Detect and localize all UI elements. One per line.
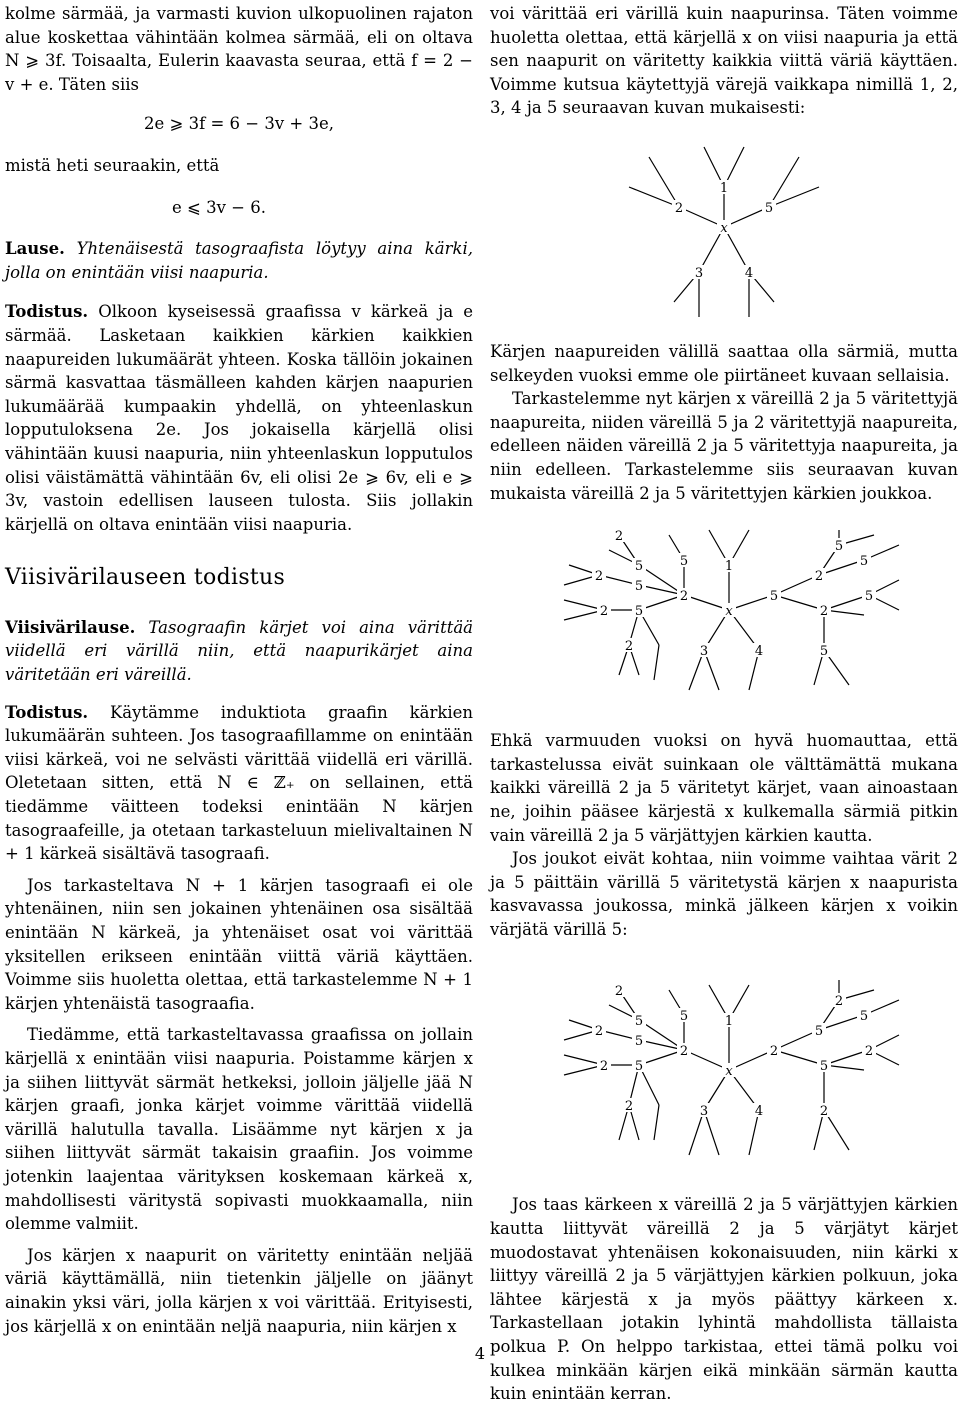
vertex-label: 3: [699, 1104, 709, 1120]
paragraph: Jos tarkasteltava N + 1 kärjen tasograafi ei ole yhtenäinen, niin sen jokainen yhtenäinen osa sisältää enintään N kärkeä, ja yhtenäiset osat voi värittää yksitellen erikseen enintään viittä väriä käyttäen. Voimme siis huoletta olettaa, että tarkastelemme N + 1 kärjen yhtenäistä tasograafia.: [5, 875, 473, 1013]
right-column: [490, 0, 958, 1406]
vertex-label: 5: [634, 1059, 644, 1075]
vertex-label: 2: [599, 1059, 609, 1075]
figure-neighbors: [604, 132, 844, 332]
vertex-label: 2: [769, 1044, 779, 1060]
vertex-4: 4: [744, 265, 754, 281]
paragraph: Ehkä varmuuden vuoksi on hyvä huomauttaa, että tarkastelussa eivät suinkaan ole välttämättä mukana kaikki väreillä 2 ja 5 väritetyt kärjet, vaan ainoastaan ne, joihin pääsee kärjestä x kulkemalla särmiä pitkin vain väreillä 2 ja 5 värjättyjen kärkien kautta.: [490, 731, 958, 845]
paragraph: Jos joukot eivät kohtaa, niin voimme vaihtaa värit 2 ja 5 päittäin värillä 5 väritetystä kärjen x naapurista kasvavassa joukossa, minkä jälkeen kärjen x voikin värjätä värillä 5:: [490, 849, 958, 939]
vertex-label: 5: [864, 589, 874, 605]
section-title: Viisivärilauseen todistus: [5, 565, 286, 591]
vertex-label: 2: [814, 569, 824, 585]
paragraph: Jos kärjen x naapurit on väritetty enintään neljää väriä käyttämällä, niin tietenkin jäljelle on jäänyt ainakin yksi väri, jolla kärjen x voi värittää. Erityisesti, jos kärjellä x on enintään neljä naapuria, niin kärjen x: [5, 1245, 473, 1336]
paragraph: mistä heti seuraakin, että: [5, 155, 220, 175]
vertex-label: 2: [834, 994, 844, 1010]
vertex-label: 4: [754, 644, 764, 660]
vertex-label: 2: [614, 984, 624, 1000]
proof-label: Todistus.: [5, 302, 89, 322]
equation: e ⩽ 3v − 6.: [172, 197, 266, 217]
proof-label: Todistus.: [5, 702, 89, 722]
vertex-1: 1: [724, 1014, 734, 1030]
proof-text: Käytämme induktiota graafin kärkien lukumäärän suhteen. Jos tasograafillamme on enintään viisi kärkeä, voi ne selvästi värittää viidellä eri värillä. Oletetaan sitten, että N ∈ ℤ₊ on sellainen, että tiedämme väitteen todeksi enintään N kärjen tasograafeille, ja otetaan tarkasteluun mielivaltainen N + 1 kärkeä sisältävä tasograafi.: [5, 702, 473, 864]
vertex-label: 5: [859, 1009, 869, 1025]
vertex-label: 2: [819, 1104, 829, 1120]
vertex-label: 2: [599, 604, 609, 620]
vertex-label: 2: [679, 589, 689, 605]
vertex-x: x: [725, 1064, 733, 1080]
vertex-label: 2: [864, 1044, 874, 1060]
lemma-text: Yhtenäisestä tasograafista löytyy aina kärki, jolla on enintään viisi naapuria.: [5, 239, 473, 282]
vertex-label: 5: [634, 1034, 644, 1050]
vertex-label: 5: [819, 644, 829, 660]
paragraph: Tiedämme, että tarkasteltavassa graafissa on jollain kärjellä x enintään viisi naapuria. Poistamme kärjen x ja siihen liittyvät särmät hetkeksi, jolloin jäljelle jää N kärjen graafi, jonka kärjet voimme värittää viidellä värillä halutulla tavalla. Lisäämme nyt kärjen x ja siihen liittyvät särmät takaisin graafiin. Jos voimme jotenkin laajentaa värityksen koskemaan kärkeä x, mahdollisesti väritystä sopivasti muokkaamalla, niin olemme valmiit.: [5, 1025, 473, 1234]
vertex-label: 5: [634, 559, 644, 575]
equation: 2e ⩾ 3f = 6 − 3v + 3e,: [144, 114, 334, 134]
vertex-1: 1: [724, 559, 734, 575]
lemma-label: Lause.: [5, 239, 65, 259]
vertex-label: 5: [769, 589, 779, 605]
left-column: [5, 0, 473, 1338]
paragraph: Jos taas kärkeen x väreillä 2 ja 5 värjättyjen kärkien kautta liittyvät väreillä 2 ja 5 värjätyt kärjet muodostavat yhtenäisen kokonaisuuden, niin kärki x liittyy väreillä 2 ja 5 värjättyjen kärkien polkuun, joka lähtee kärjestä x ja myös päättyy kärkeen x. Tarkastellaan jotakin lyhintä mahdollista tällaista polkua P. On helppo tarkistaa, ettei tämä polku voi kulkea minkään kärjen eikä minkään särmän kautta kuin enintään kerran.: [490, 1195, 958, 1404]
theorem-label: Viisivärilause.: [5, 617, 136, 637]
figure-kempe-chains: [504, 525, 944, 715]
figure-recolored: [504, 955, 944, 1185]
proof: [5, 300, 473, 536]
vertex-x: x: [720, 220, 728, 236]
theorem: [5, 616, 473, 687]
vertex-label: 3: [699, 644, 709, 660]
vertex-label: 5: [819, 1059, 829, 1075]
vertex-label: 5: [679, 1009, 689, 1025]
vertex-label: 5: [634, 604, 644, 620]
vertex-label: 2: [594, 569, 604, 585]
vertex-1: 1: [719, 180, 729, 196]
vertex-label: 4: [754, 1104, 764, 1120]
vertex-label: 5: [634, 579, 644, 595]
vertex-label: 2: [614, 529, 624, 545]
vertex-3: 3: [694, 265, 704, 281]
proof-text: Olkoon kyseisessä graafissa v kärkeä ja e särmää. Lasketaan kaikkien kärkien kaikkien naapureiden lukumäärät yhteen. Koska tällöin jokainen särmä kasvattaa täsmälleen kahden kärjen naapurien lukumäärää kumpaakin yhdellä, on yhteenlaskun lopputuloksena 2e. Jos jokaisella kärjellä olisi vähintään kuusi naapuria, niin yhteenlaskun lopputulos olisi väistämättä vähintään 6v, eli olisi 2e ⩾ 6v, eli e ⩾ 3v, vastoin edellisen lauseen tulosta. Siis jollakin kärjellä on oltava enintään viisi naapuria.: [5, 302, 473, 534]
paragraph: voi värittää eri värillä kuin naapurinsa. Täten voimme huoletta olettaa, että kärjellä x on viisi naapuria ja että sen naapurit on väritetty kaikkia viittä väriä käyttäen. Voimme kutsua käytettyjä värejä vaikkapa nimillä 1, 2, 3, 4 ja 5 seuraavan kuvan mukaisesti:: [490, 4, 958, 118]
lemma: [5, 237, 473, 284]
paragraph: kolme särmää, ja varmasti kuvion ulkopuolinen rajaton alue koskettaa vähintään kolmea särmää, eli on oltava N ⩾ 3f. Toisaalta, Eulerin kaavasta seuraa, että f = 2 − v + e. Täten siis: [5, 4, 473, 94]
page-number: 4: [474, 1344, 486, 1363]
vertex-label: 2: [594, 1024, 604, 1040]
theorem-text: Tasograafin kärjet voi aina värittää viidellä eri värillä niin, että naapurikärjet aina väritetään eri väreillä.: [5, 617, 473, 685]
proof: [5, 701, 473, 866]
vertex-label: 5: [814, 1024, 824, 1040]
vertex-label: 2: [679, 1044, 689, 1060]
paragraph: Kärjen naapureiden välillä saattaa olla särmiä, mutta selkeyden vuoksi emme ole piirtäneet kuvaan sellaisia.: [490, 341, 958, 385]
vertex-label: 5: [679, 554, 689, 570]
paragraph: Tarkastelemme nyt kärjen x väreillä 2 ja 5 väritettyjä naapureita, niiden väreillä 5 ja 2 väritettyjä naapureita, edelleen näiden väreillä 2 ja 5 väritettyja naapureita, ja niin edelleen. Tarkastelemme siis seuraavan kuvan mukaista väreillä 2 ja 5 väritettyjen kärkien joukkoa.: [490, 389, 958, 503]
vertex-label: 2: [819, 604, 829, 620]
vertex-label: 5: [859, 554, 869, 570]
vertex-label: 5: [634, 1014, 644, 1030]
vertex-label: 5: [834, 539, 844, 555]
vertex-5: 5: [764, 200, 774, 216]
vertex-x: x: [725, 604, 733, 620]
vertex-2: 2: [674, 200, 684, 216]
vertex-label: 2: [624, 639, 634, 655]
vertex-label: 2: [624, 1099, 634, 1115]
